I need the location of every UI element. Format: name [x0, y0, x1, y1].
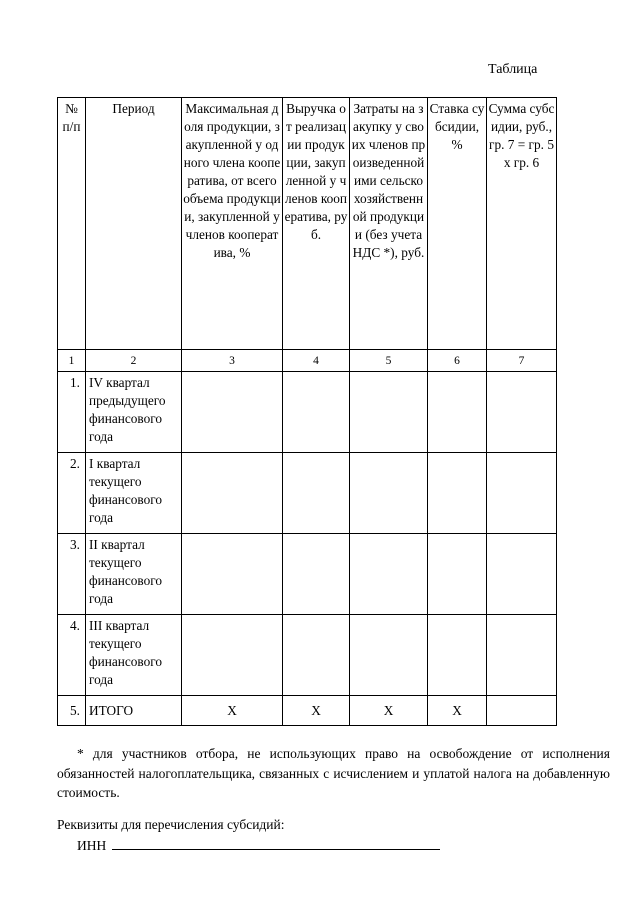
header-cell-revenue: Выручка от реализации продукции, закупленной у членов кооператива, руб.: [283, 98, 350, 350]
header-cell-max-share: Максимальная доля продукции, закупленной у одного члена кооператива, от всего объема продукции, закупленной у членов кооператива, %: [182, 98, 283, 350]
table-cell[interactable]: [182, 534, 283, 615]
total-label: ИТОГО: [86, 696, 182, 726]
table-cell[interactable]: [428, 615, 487, 696]
header-cell-number: № п/п: [58, 98, 86, 350]
table-cell[interactable]: [487, 534, 557, 615]
footnote-text: * для участников отбора, не использующих право на освобождение от исполнения обязанностей налогоплательщика, связанных с исчислением и уплатой налога на добавленную стоимость.: [57, 746, 610, 800]
row-period: I квартал текущего финансового года: [86, 453, 182, 534]
table-cell[interactable]: [487, 453, 557, 534]
footnote: [57, 744, 610, 803]
inn-blank-line[interactable]: [112, 835, 440, 850]
table-cell[interactable]: [283, 453, 350, 534]
table-cell[interactable]: [428, 534, 487, 615]
table-row: [58, 534, 557, 615]
subsidy-table: [57, 97, 557, 726]
table-cell[interactable]: [487, 615, 557, 696]
table-row: [58, 615, 557, 696]
table-cell[interactable]: [182, 453, 283, 534]
table-cell[interactable]: [182, 615, 283, 696]
total-cell-subsidy[interactable]: [487, 696, 557, 726]
table-cell[interactable]: [428, 372, 487, 453]
header-cell-subsidy-sum: Сумма субсидии, руб., гр. 7 = гр. 5 х гр. 6: [487, 98, 557, 350]
row-number: 1.: [58, 372, 86, 453]
total-cell-crossed: Х: [428, 696, 487, 726]
row-number: 2.: [58, 453, 86, 534]
table-cell[interactable]: [283, 372, 350, 453]
table-cell[interactable]: [350, 372, 428, 453]
column-number-row: [58, 350, 557, 372]
total-cell-crossed: Х: [182, 696, 283, 726]
row-period: III квартал текущего финансового года: [86, 615, 182, 696]
column-number: 6: [428, 350, 487, 372]
table-cell[interactable]: [283, 534, 350, 615]
header-cell-costs: Затраты на закупку у своих членов произведенной ими сельскохозяйственной продукции (без учета НДС *), руб.: [350, 98, 428, 350]
table-cell[interactable]: [350, 615, 428, 696]
column-number: 2: [86, 350, 182, 372]
row-number: 4.: [58, 615, 86, 696]
total-cell-crossed: Х: [350, 696, 428, 726]
row-number: 3.: [58, 534, 86, 615]
column-number: 3: [182, 350, 283, 372]
table-cell[interactable]: [487, 372, 557, 453]
column-number: 1: [58, 350, 86, 372]
table-cell[interactable]: [283, 615, 350, 696]
row-period: IV квартал предыдущего финансового года: [86, 372, 182, 453]
table-cell[interactable]: [350, 453, 428, 534]
column-number: 4: [283, 350, 350, 372]
row-period: II квартал текущего финансового года: [86, 534, 182, 615]
table-cell[interactable]: [350, 534, 428, 615]
table-row: [58, 453, 557, 534]
header-row: [58, 98, 557, 350]
table-caption: Таблица: [488, 62, 538, 77]
header-cell-rate: Ставка субсидии, %: [428, 98, 487, 350]
total-cell-crossed: Х: [283, 696, 350, 726]
inn-label: ИНН: [77, 838, 107, 853]
column-number: 7: [487, 350, 557, 372]
table-cell[interactable]: [182, 372, 283, 453]
requisites-heading: Реквизиты для перечисления субсидий:: [57, 817, 285, 832]
inn-row: [77, 835, 440, 855]
table-cell[interactable]: [428, 453, 487, 534]
header-cell-period: Период: [86, 98, 182, 350]
column-number: 5: [350, 350, 428, 372]
total-row: [58, 696, 557, 726]
row-number: 5.: [58, 696, 86, 726]
table-row: [58, 372, 557, 453]
